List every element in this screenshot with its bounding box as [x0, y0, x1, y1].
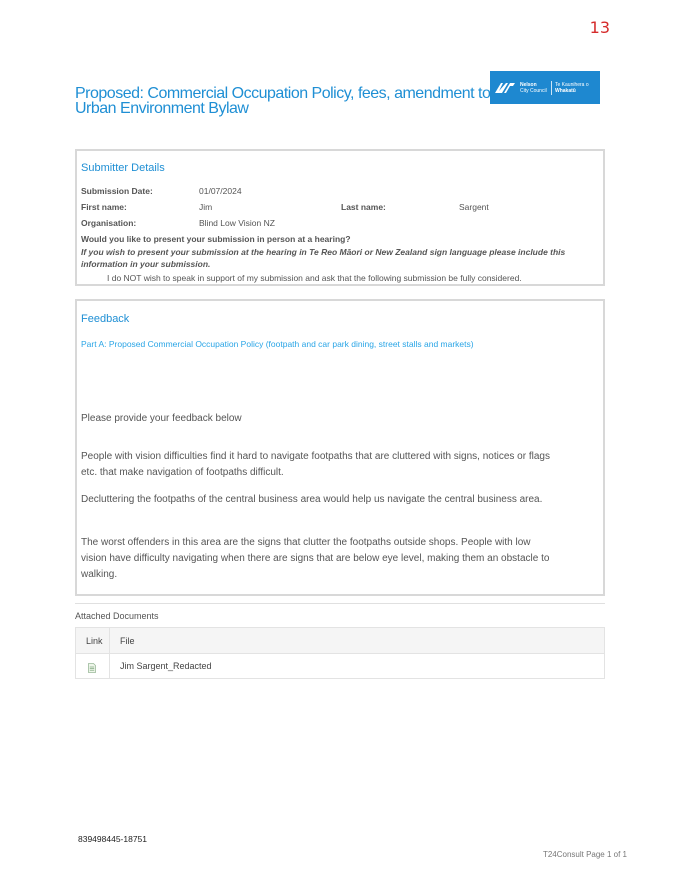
- table-row: [76, 654, 604, 678]
- council-logo-mark-icon: [490, 71, 520, 104]
- first-name-value: Jim: [199, 202, 213, 212]
- feedback-prompt: Please provide your feedback below: [81, 413, 242, 424]
- attached-documents-title: Attached Documents: [75, 611, 159, 621]
- page-title: Proposed: Commercial Occupation Policy, fees, amendment to Urban Environment Bylaw: [75, 85, 491, 117]
- submission-date-label: Submission Date:: [81, 186, 153, 196]
- attachments-table: [75, 627, 605, 679]
- footer-page-info: T24Consult Page 1 of 1: [542, 850, 627, 859]
- hearing-note: If you wish to present your submission at the hearing in Te Reo Māori or New Zealand sign language please include this information in your submission.: [81, 247, 566, 269]
- logo-english: [520, 82, 548, 94]
- feedback-heading: Feedback: [81, 313, 130, 325]
- feedback-paragraph: The worst offenders in this area are the signs that clutter the footpaths outside shops. People with low vision have difficulty navigating when there are signs that are below eye level, making them an obstacle to walking.: [81, 537, 550, 580]
- submission-date-value: 01/07/2024: [199, 186, 242, 196]
- last-name-value: Sargent: [459, 202, 489, 212]
- logo-line4: Whakatū: [555, 87, 576, 94]
- attachments-table-header: [76, 628, 604, 654]
- logo-maori: [555, 82, 589, 94]
- organisation-label: Organisation:: [81, 218, 137, 228]
- feedback-paragraph: Decluttering the footpaths of the central business area would help us navigate the central business area.: [81, 494, 543, 505]
- logo-line3: Te Kaunihera o: [555, 81, 589, 88]
- column-divider: [109, 628, 110, 653]
- feedback-part-a: Part A: Proposed Commercial Occupation Policy (footpath and car park dining, street stalls and markets): [81, 339, 474, 349]
- logo-line1: Nelson: [520, 81, 537, 88]
- hearing-question: Would you like to present your submission in person at a hearing?: [81, 234, 351, 244]
- council-logo: [490, 71, 600, 104]
- attachment-file-name[interactable]: Jim Sargent_Redacted: [120, 661, 212, 671]
- logo-line2: City Council: [520, 87, 547, 94]
- document-icon[interactable]: [88, 660, 96, 678]
- feedback-paragraph: People with vision difficulties find it hard to navigate footpaths that are cluttered with signs, notices or flags etc. that make navigation of footpaths difficult.: [81, 451, 550, 478]
- page-number: 13: [589, 18, 610, 37]
- feedback-panel: [75, 299, 605, 596]
- submitter-details-panel: [75, 149, 605, 286]
- section-divider: [75, 603, 605, 604]
- submitter-details-heading: Submitter Details: [81, 162, 165, 174]
- first-name-label: First name:: [81, 202, 127, 212]
- column-header-link: Link: [86, 636, 103, 646]
- column-header-file: File: [120, 636, 135, 646]
- hearing-answer: I do NOT wish to speak in support of my submission and ask that the following submission be fully considered.: [107, 273, 522, 283]
- logo-separator: [551, 81, 552, 95]
- last-name-label: Last name:: [341, 202, 386, 212]
- document-id: 839498445-18751: [78, 834, 148, 844]
- column-divider: [109, 654, 110, 678]
- organisation-value: Blind Low Vision NZ: [199, 218, 275, 228]
